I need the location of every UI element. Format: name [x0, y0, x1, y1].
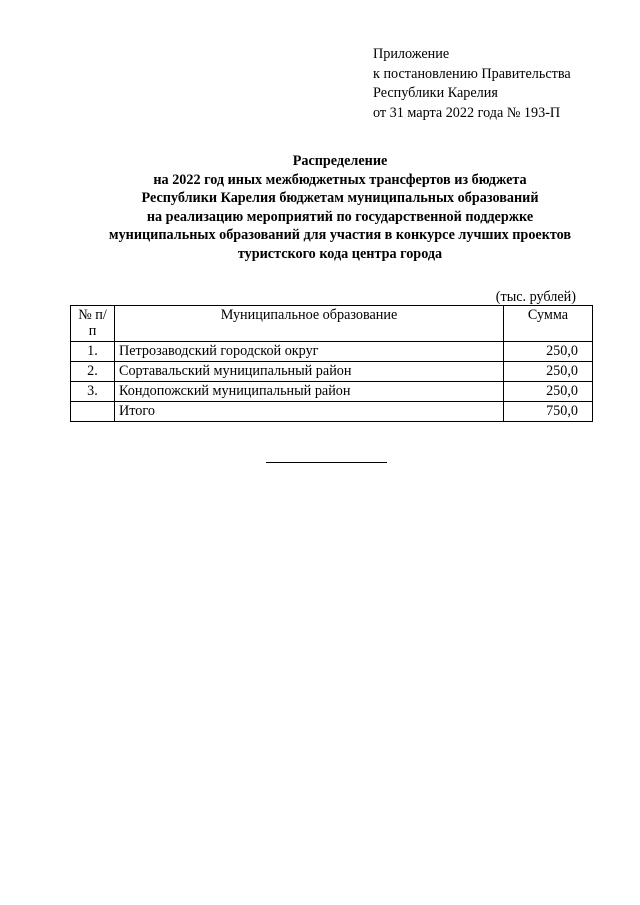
header-municipality: Муниципальное образование	[115, 306, 504, 342]
row-sum: 250,0	[504, 342, 593, 362]
table-row	[71, 382, 593, 402]
table-total-row	[71, 402, 593, 422]
title-line: на реализацию мероприятий по государственной поддержке	[146, 208, 534, 225]
header-number: № п/п	[71, 306, 115, 342]
end-divider-line	[266, 462, 387, 463]
row-sum: 250,0	[504, 382, 593, 402]
row-municipality: Кондопожский муниципальный район	[115, 382, 504, 402]
appendix-label: Приложение	[373, 46, 450, 62]
row-number: 1.	[71, 342, 115, 362]
total-sum: 750,0	[504, 402, 593, 422]
title-line: на 2022 год иных межбюджетных трансфертов из бюджета	[153, 171, 527, 188]
appendix-resolution-line: к постановлению Правительства	[373, 65, 571, 82]
document-title	[60, 152, 620, 264]
distribution-table	[70, 305, 593, 422]
appendix-block	[373, 45, 571, 123]
table-row	[71, 342, 593, 362]
row-municipality: Петрозаводский городской округ	[115, 342, 504, 362]
row-municipality: Сортавальский муниципальный район	[115, 362, 504, 382]
title-line: муниципальных образований для участия в конкурсе лучших проектов	[108, 227, 572, 244]
appendix-republic-line: Республики Карелия	[373, 85, 498, 101]
table-header-row	[71, 306, 593, 342]
row-sum: 250,0	[504, 362, 593, 382]
title-line: Распределение	[292, 153, 388, 169]
header-sum: Сумма	[504, 306, 593, 342]
appendix-date-line: от 31 марта 2022 года № 193-П	[373, 104, 561, 121]
table-row	[71, 362, 593, 382]
title-line: туристского кода центра города	[237, 245, 443, 262]
total-number-cell	[71, 402, 115, 422]
row-number: 2.	[71, 362, 115, 382]
row-number: 3.	[71, 382, 115, 402]
units-note: (тыс. рублей)	[495, 289, 576, 305]
title-line: Республики Карелия бюджетам муниципальных образований	[141, 190, 539, 207]
total-label: Итого	[115, 402, 504, 422]
